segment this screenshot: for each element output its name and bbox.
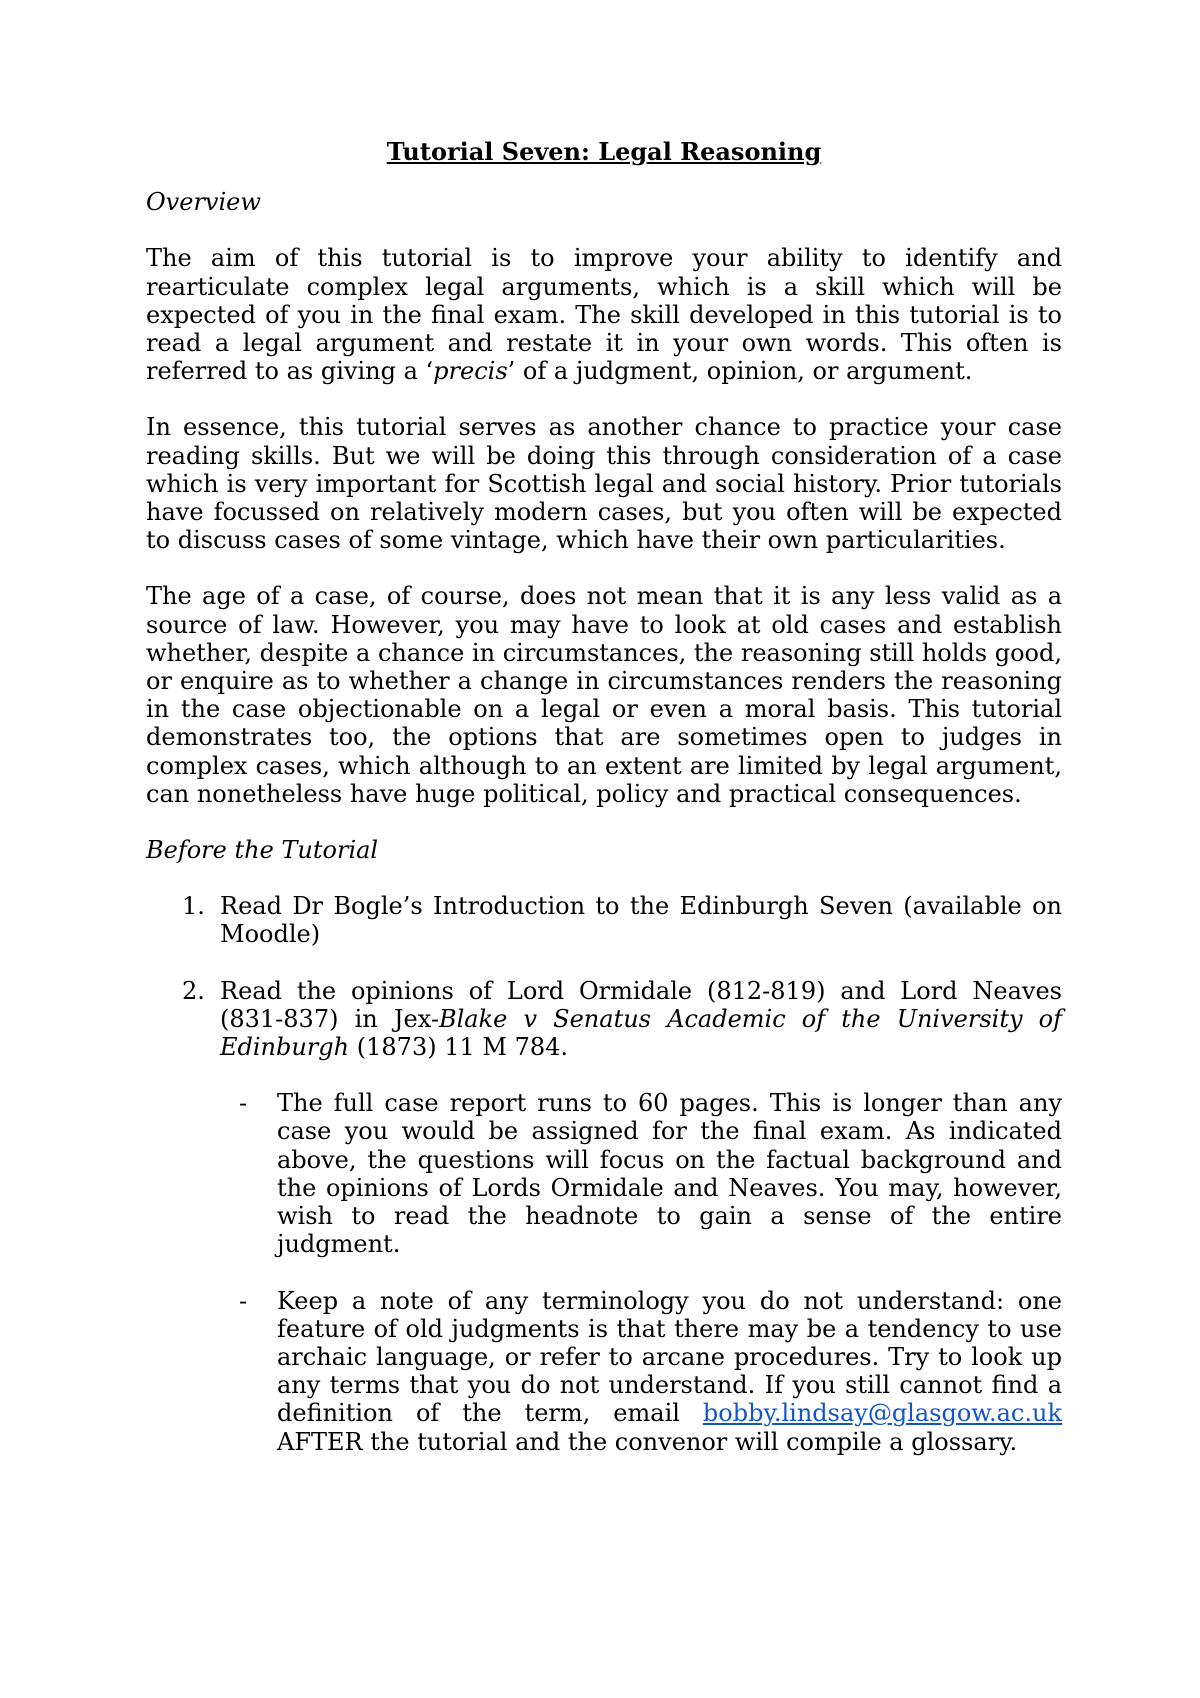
document-page <box>146 138 1062 1484</box>
list-item-1-text: Read Dr Bogle’s Introduction to the Edinburgh Seven (available on Moodle) <box>220 892 1062 949</box>
email-link[interactable]: bobby.lindsay@glasgow.ac.uk <box>702 1399 1062 1428</box>
sub-list-item-2-dash: - <box>239 1286 248 1315</box>
sub-list-item-1-dash: - <box>239 1089 248 1118</box>
list-item-1 <box>146 892 1062 948</box>
before-tutorial-heading: Before the Tutorial <box>146 836 379 865</box>
sub-list-item-2-text-a: Keep a note of any terminology you do not understand: one feature of old judgments is that there may be a tendency to use archaic language, or refer to arcane procedures. Try to look up any terms that you do not understand. If you still cannot find a definition of the term, email <box>277 1286 1062 1428</box>
overview-paragraph-1-text-a: The aim of this tutorial is to improve your ability to identify and rearticulate complex legal arguments, which is a skill which will be expected of you in the final exam. The skill developed in this tutorial is to read a legal argument and restate it in your own words. This often is referred to as giving a ‘ <box>146 244 1062 386</box>
case-name: Blake v Senatus Academic of the University of Edinburgh <box>220 1004 1063 1062</box>
sub-list <box>220 1089 1062 1455</box>
overview-paragraph-1 <box>146 244 1062 385</box>
overview-heading: Overview <box>146 188 261 217</box>
overview-paragraph-3: The age of a case, of course, does not mean that it is any less valid as a source of law. However, you may have to look at old cases and establish whether, despite a chance in circumstances, the reasoning still holds good, or enquire as to whether a change in circumstances renders the reasoning in the case objectionable on a legal or even a moral basis. This tutorial demonstrates too, the options that are sometimes open to judges in complex cases, which although to an extent are limited by legal argument, can nonetheless have huge political, policy and practical consequences. <box>146 582 1062 808</box>
sub-list-item-1 <box>239 1089 1062 1259</box>
before-tutorial-list <box>146 892 1062 1455</box>
list-item-1-number: 1. <box>182 892 205 921</box>
sub-list-item-2-text-b: AFTER the tutorial and the convenor will compile a glossary. <box>277 1427 1018 1456</box>
list-item-2-number: 2. <box>182 976 205 1005</box>
list-item-2 <box>146 977 1062 1456</box>
precis-term: precis <box>433 357 508 386</box>
overview-paragraph-2: In essence, this tutorial serves as another chance to practice your case reading skills. But we will be doing this through consideration of a case which is very important for Scottish legal and social history. Prior tutorials have focussed on relatively modern cases, but you often will be expected to discuss cases of some vintage, which have their own particularities. <box>146 413 1062 555</box>
list-item-2-text-a: Read the opinions of Lord Ormidale (812-819) and Lord Neaves (831-837) in Jex- <box>220 976 1062 1033</box>
document-title: Tutorial Seven: Legal Reasoning <box>386 137 822 166</box>
list-item-2-text-b: (1873) 11 M 784. <box>349 1033 569 1062</box>
sub-list-item-2 <box>239 1286 1062 1456</box>
sub-list-item-1-text: The full case report runs to 60 pages. This is longer than any case you would be assigned for the final exam. As indicated above, the questions will focus on the factual background and the opinions of Lords Ormidale and Neaves. You may, however, wish to read the headnote to gain a sense of the entire judgment. <box>277 1089 1062 1259</box>
overview-paragraph-1-text-b: ’ of a judgment, opinion, or argument. <box>507 357 973 386</box>
